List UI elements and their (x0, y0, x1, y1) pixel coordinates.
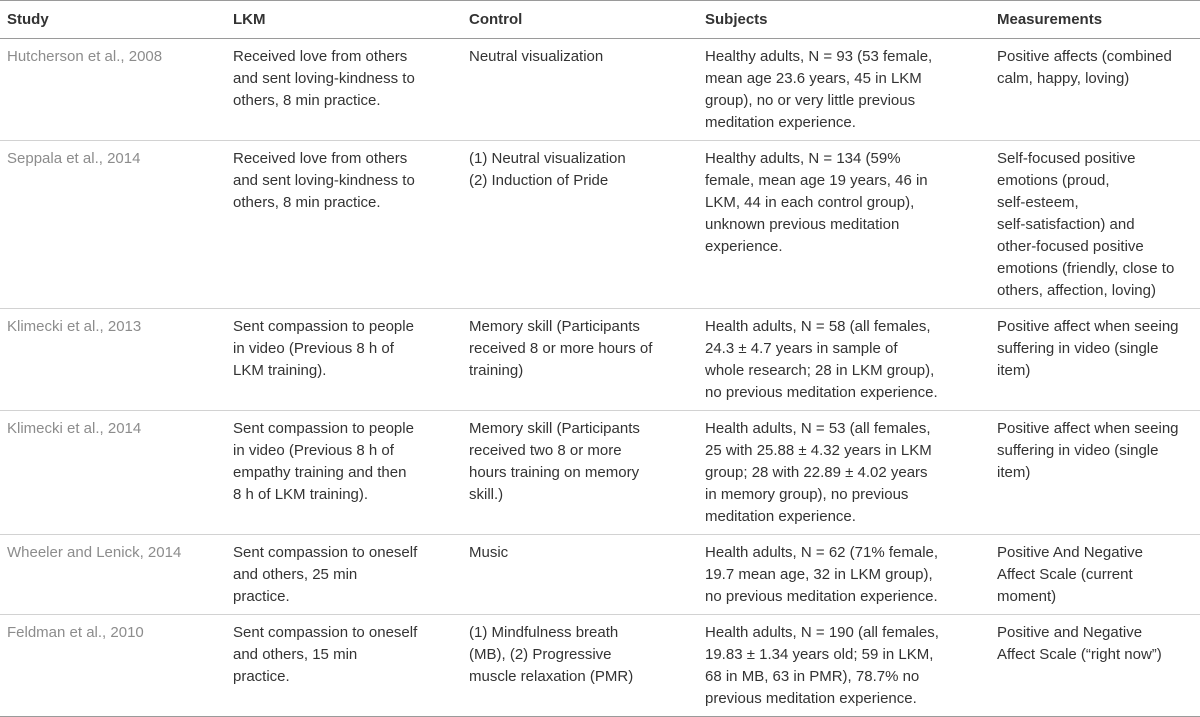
cell-measurements: Positive affects (combined calm, happy, loving) (997, 48, 1172, 87)
cell-control: Memory skill (Participants received 8 or more hours of training) (469, 318, 653, 379)
header-subjects: Subjects (705, 11, 768, 28)
cell-lkm: Sent compassion to oneself and others, 25 min practice. (233, 544, 418, 605)
cell-measurements: Positive and Negative Affect Scale (“right now”) (997, 624, 1162, 663)
cell-study: Wheeler and Lenick, 2014 (7, 544, 182, 561)
cell-subjects: Health adults, N = 58 (all females, 24.3 ± 4.7 years in sample of whole research; 28 in LKM group), no previous meditation experience. (705, 318, 938, 401)
header-row (0, 1, 1200, 39)
cell-measurements: Positive And Negative Affect Scale (current moment) (997, 544, 1143, 605)
cell-measurements: Positive affect when seeing suffering in video (single item) (997, 318, 1179, 379)
cell-study: Klimecki et al., 2014 (7, 420, 142, 437)
table-row (0, 141, 1200, 309)
table-row (0, 411, 1200, 535)
header-measurements: Measurements (997, 11, 1103, 28)
cell-lkm: Sent compassion to people in video (Previous 8 h of LKM training). (233, 318, 414, 379)
table-row (0, 39, 1200, 141)
table-row (0, 615, 1200, 717)
header-control: Control (469, 11, 523, 28)
cell-subjects: Healthy adults, N = 93 (53 female, mean age 23.6 years, 45 in LKM group), no or very little previous meditation experience. (705, 48, 933, 131)
table-body (0, 39, 1200, 717)
cell-subjects: Health adults, N = 53 (all females, 25 with 25.88 ± 4.32 years in LKM group; 28 with 22.89 ± 4.02 years in memory group), no previous meditation experience. (705, 420, 932, 525)
cell-study: Hutcherson et al., 2008 (7, 48, 163, 65)
cell-measurements: Positive affect when seeing suffering in video (single item) (997, 420, 1179, 481)
cell-subjects: Healthy adults, N = 134 (59% female, mean age 19 years, 46 in LKM, 44 in each control group), unknown previous meditation experience. (705, 150, 928, 255)
cell-lkm: Received love from others and sent loving-kindness to others, 8 min practice. (233, 150, 415, 211)
cell-lkm: Sent compassion to people in video (Previous 8 h of empathy training and then 8 h of LKM training). (233, 420, 414, 503)
cell-lkm: Received love from others and sent loving-kindness to others, 8 min practice. (233, 48, 415, 109)
cell-control: Neutral visualization (469, 48, 604, 65)
cell-control: (1) Neutral visualization (2) Induction of Pride (469, 150, 626, 189)
cell-control: Music (469, 544, 509, 561)
table-row (0, 309, 1200, 411)
cell-subjects: Health adults, N = 190 (all females, 19.83 ± 1.34 years old; 59 in LKM, 68 in MB, 63 in PMR), 78.7% no previous meditation experience. (705, 624, 939, 707)
cell-measurements: Self-focused positive emotions (proud, self-esteem, self-satisfaction) and other-focused positive emotions (friendly, close to others, affection, loving) (997, 150, 1175, 299)
cell-control: Memory skill (Participants received two 8 or more hours training on memory skill.) (469, 420, 640, 503)
header-study: Study (7, 11, 49, 28)
cell-study: Klimecki et al., 2013 (7, 318, 142, 335)
cell-control: (1) Mindfulness breath (MB), (2) Progressive muscle relaxation (PMR) (469, 624, 634, 685)
table-row (0, 535, 1200, 615)
table-header (0, 1, 1200, 39)
header-lkm: LKM (233, 11, 266, 28)
cell-study: Seppala et al., 2014 (7, 150, 141, 167)
cell-study: Feldman et al., 2010 (7, 624, 144, 641)
cell-lkm: Sent compassion to oneself and others, 15 min practice. (233, 624, 418, 685)
cell-subjects: Health adults, N = 62 (71% female, 19.7 mean age, 32 in LKM group), no previous meditation experience. (705, 544, 939, 605)
